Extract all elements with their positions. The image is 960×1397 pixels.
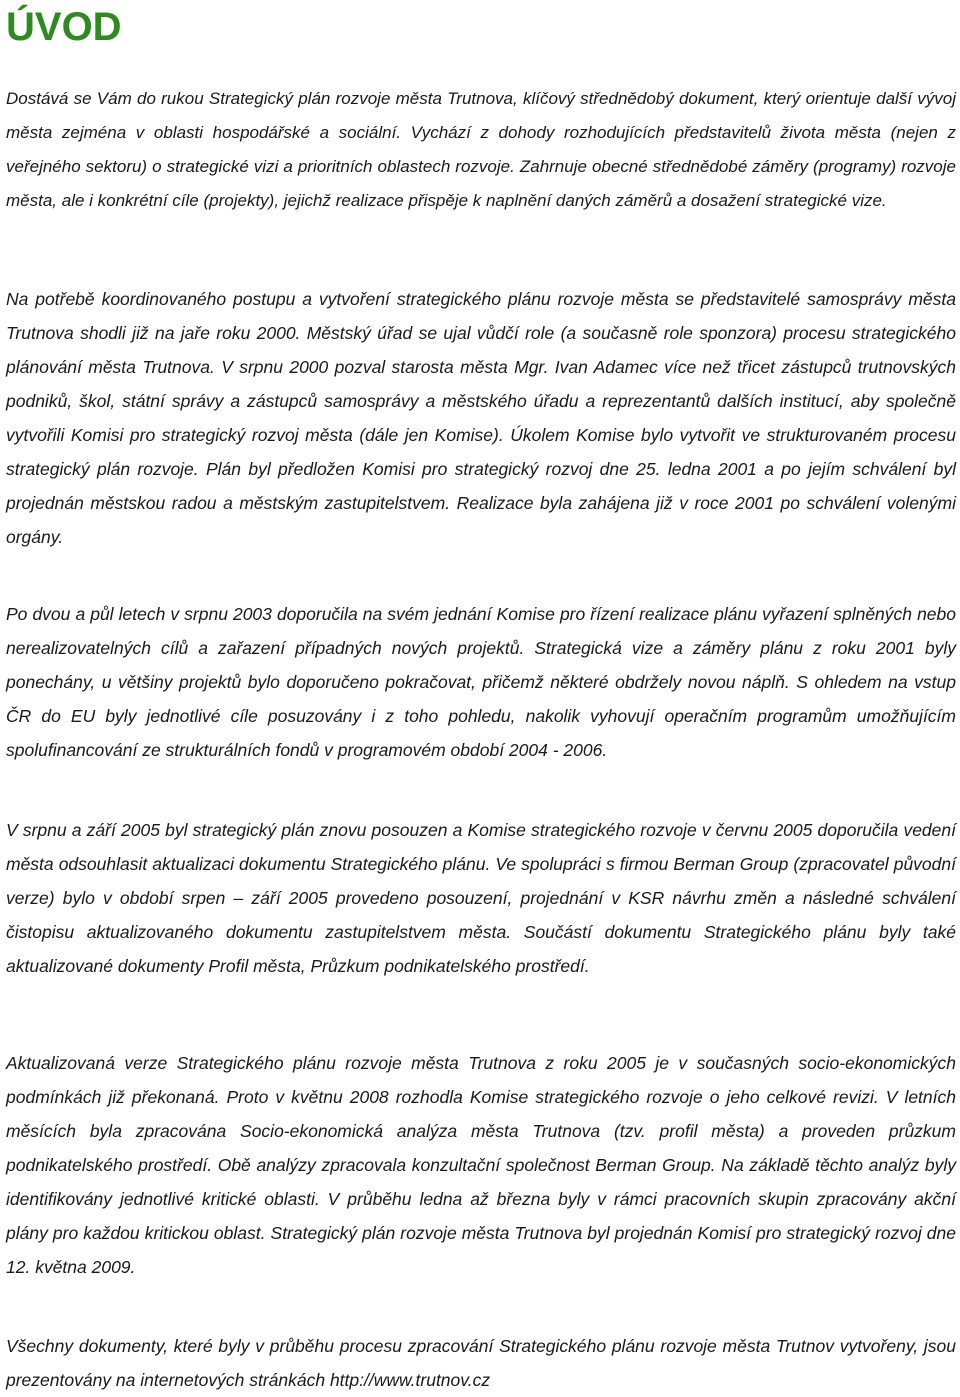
paragraph-documents-link: Všechny dokumenty, které byly v průběhu procesu zpracování Strategického plánu rozvoje města Trutnov vytvořeny, jsou prezentovány na internetových stránkách http://www.trutnov.cz: [6, 1336, 956, 1390]
paragraph-revision-2008: Aktualizovaná verze Strategického plánu rozvoje města Trutnova z roku 2005 je v současných socio-ekonomických podmínkách již překonaná. Proto v květnu 2008 rozhodla Komise strategického rozvoje o jeho celkové revizi. V letních měsících byla zpracována Socio-ekonomická analýza města Trutnova (tzv. profil města) a proveden průzkum podnikatelského prostředí. Obě analýzy zpracovala konzultační společnost Berman Group. Na základě těchto analýz byly identifikovány jednotlivé kritické oblasti. V průběhu ledna až března byly v rámci pracovních skupin zpracovány akční plány pro každou kritickou oblast. Strategický plán rozvoje města Trutnova byl projednán Komisí pro strategický rozvoj dne 12. května 2009.: [6, 1053, 956, 1277]
paragraph-update-2005: V srpnu a září 2005 byl strategický plán znovu posouzen a Komise strategického rozvoje v červnu 2005 doporučila vedení města odsouhlasit aktualizaci dokumentu Strategického plánu. Ve spolupráci s firmou Berman Group (zpracovatel původní verze) bylo v období srpen – září 2005 provedeno posouzení, projednání v KSR návrhu změn a následné schválení čistopisu aktualizovaného dokumentu zastupitelstvem města. Součástí dokumentu Strategického plánu byly také aktualizované dokumenty Profil města, Průzkum podnikatelského prostředí.: [6, 820, 956, 976]
page-title: ÚVOD: [6, 5, 122, 49]
paragraph-revision-2003: Po dvou a půl letech v srpnu 2003 doporučila na svém jednání Komise pro řízení realizace plánu vyřazení splněných nebo nerealizovatelných cílů a zařazení případných nových projektů. Strategická vize a záměry plánu z roku 2001 byly ponechány, u většiny projektů bylo doporučeno pokračovat, přičemž některé obdržely novou náplň. S ohledem na vstup ČR do EU byly jednotlivé cíle posuzovány i z toho pohledu, nakolik vyhovují operačním programům umožňujícím spolufinancování ze strukturálních fondů v programovém období 2004 - 2006.: [6, 604, 956, 760]
document-page: [6, 0, 956, 1390]
paragraph-history-2000: Na potřebě koordinovaného postupu a vytvoření strategického plánu rozvoje města se představitelé samosprávy města Trutnova shodli již na jaře roku 2000. Městský úřad se ujal vůdčí role (a současně role sponzora) procesu strategického plánování města Trutnova. V srpnu 2000 pozval starosta města Mgr. Ivan Adamec více než třicet zástupců trutnovských podniků, škol, státní správy a zástupců samosprávy a městského úřadu a reprezentantů dalších institucí, aby společně vytvořili Komisi pro strategický rozvoj města (dále jen Komise). Úkolem Komise bylo vytvořit ve strukturovaném procesu strategický plán rozvoje. Plán byl předložen Komisi pro strategický rozvoj dne 25. ledna 2001 a po jejím schválení byl projednán městskou radou a městským zastupitelstvem. Realizace byla zahájena již v roce 2001 po schválení volenými orgány.: [6, 289, 956, 547]
paragraph-intro: Dostává se Vám do rukou Strategický plán rozvoje města Trutnova, klíčový střednědobý dokument, který orientuje další vývoj města zejména v oblasti hospodářské a sociální. Vychází z dohody rozhodujících představitelů života města (nejen z veřejného sektoru) o strategické vizi a prioritních oblastech rozvoje. Zahrnuje obecné střednědobé záměry (programy) rozvoje města, ale i konkrétní cíle (projekty), jejichž realizace přispěje k naplnění daných záměrů a dosažení strategické vize.: [6, 89, 956, 210]
